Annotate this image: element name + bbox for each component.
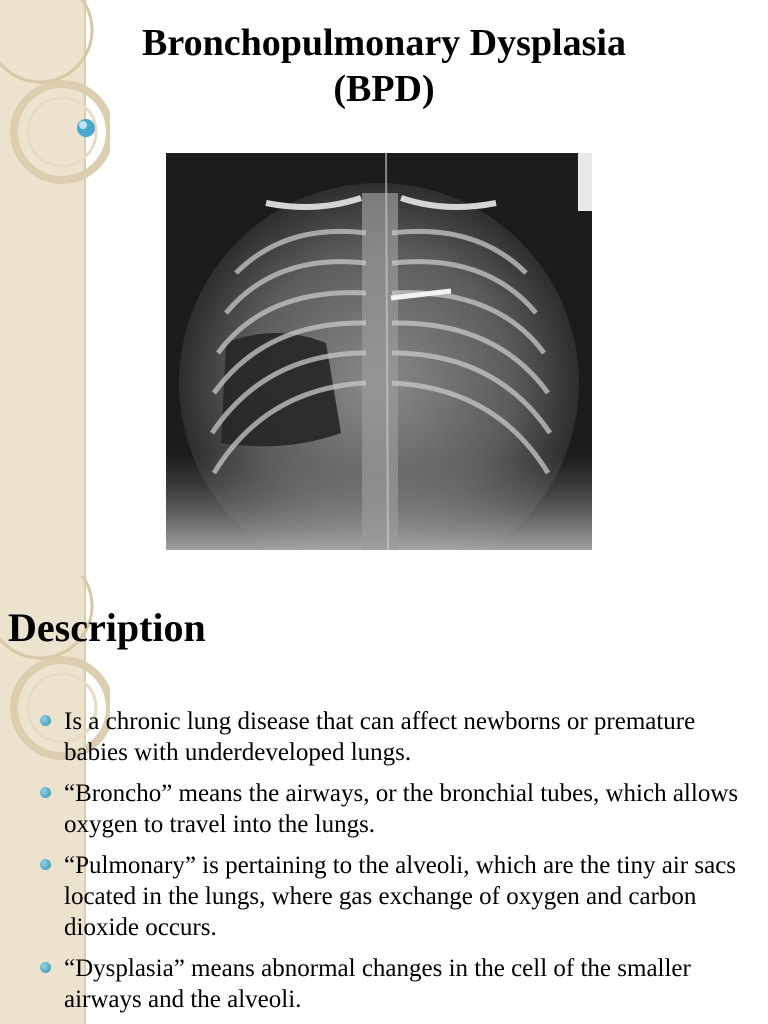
bullet-text: Is a chronic lung disease that can affect newborns or premature babies with underdeveloped lungs. bbox=[64, 708, 696, 766]
page-title bbox=[84, 20, 684, 112]
list-item bbox=[40, 850, 750, 943]
bullet-icon bbox=[40, 859, 51, 870]
bullet-text: “Pulmonary” is pertaining to the alveoli, which are the tiny air sacs located in the lungs, where gas exchange of oxygen and carbon dioxide occurs. bbox=[64, 852, 737, 941]
slide-description bbox=[0, 576, 768, 1024]
bullet-text: “Dysplasia” means abnormal changes in the cell of the smaller airways and the alveoli. bbox=[64, 955, 691, 1013]
bullet-icon bbox=[40, 962, 51, 973]
bullet-list bbox=[40, 706, 750, 1024]
bullet-text: “Broncho” means the airways, or the bronchial tubes, which allows oxygen to travel into the lungs. bbox=[64, 780, 739, 838]
chest-xray-image bbox=[166, 153, 592, 550]
title-line-1: Bronchopulmonary Dysplasia bbox=[142, 22, 626, 64]
section-heading: Description bbox=[8, 605, 206, 650]
list-item bbox=[40, 953, 750, 1015]
list-item bbox=[40, 706, 750, 768]
bullet-icon bbox=[40, 787, 51, 798]
list-item bbox=[40, 778, 750, 840]
bullet-icon bbox=[40, 715, 51, 726]
title-line-2: (BPD) bbox=[333, 68, 435, 110]
